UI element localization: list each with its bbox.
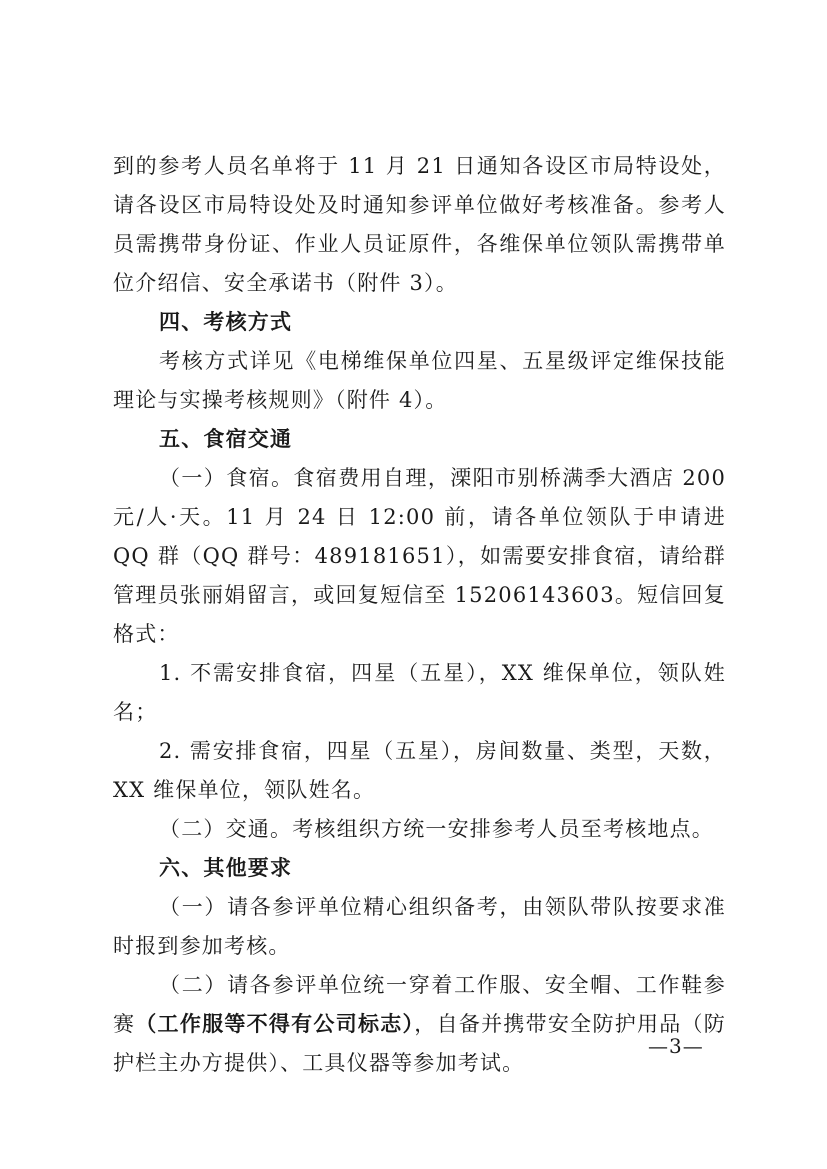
requirement-2-text-b: ，自备并携带安全防护用品（防护栏主办方提供）、工具仪器等参加考试。 <box>113 1012 726 1075</box>
paragraph-lodging: （一）食宿。食宿费用自理，溧阳市别桥满季大酒店 200 元/人·天。11 月 24 日 12:00 前，请各单位领队于申请进 QQ 群（QQ 群号：489181651），如需要安排食宿，请给群管理员张丽娟留言，或回复短信至 15206143603。短信回复格式： <box>113 466 726 646</box>
section-heading-lodging-transport: 五、食宿交通 <box>159 427 293 451</box>
requirement-2-bold-note: （工作服等不得有公司标志） <box>135 1012 415 1036</box>
paragraph-reply-format-1: 1. 不需安排食宿，四星（五星），XX 维保单位，领队姓名； <box>113 661 726 724</box>
paragraph-attendee-notice: 到的参考人员名单将于 11 月 21 日通知各设区市局特设处，请各设区市局特设处及时通知参评单位做好考核准备。参考人员需携带身份证、作业人员证原件，各维保单位领队需携带单位介绍信、安全承诺书（附件 3）。 <box>113 154 726 295</box>
paragraph-assessment-rules: 考核方式详见《电梯维保单位四星、五星级评定维保技能理论与实操考核规则》（附件 4）。 <box>113 349 726 412</box>
paragraph-reply-format-2: 2. 需安排食宿，四星（五星），房间数量、类型，天数，XX 维保单位，领队姓名。 <box>113 739 726 802</box>
section-heading-assessment-method: 四、考核方式 <box>159 310 293 334</box>
document-body <box>113 147 726 1083</box>
paragraph-requirement-2 <box>113 966 726 1083</box>
paragraph-transport: （二）交通。考核组织方统一安排参考人员至考核地点。 <box>159 817 714 841</box>
requirement-2-text-a: （二）请各参评单位统一穿着工作服、安全帽、工作鞋参赛 <box>113 973 726 1036</box>
page-number: —3— <box>648 1034 704 1058</box>
section-heading-other-requirements: 六、其他要求 <box>159 856 293 880</box>
paragraph-requirement-1: （一）请各参评单位精心组织备考，由领队带队按要求准时报到参加考核。 <box>113 895 726 958</box>
